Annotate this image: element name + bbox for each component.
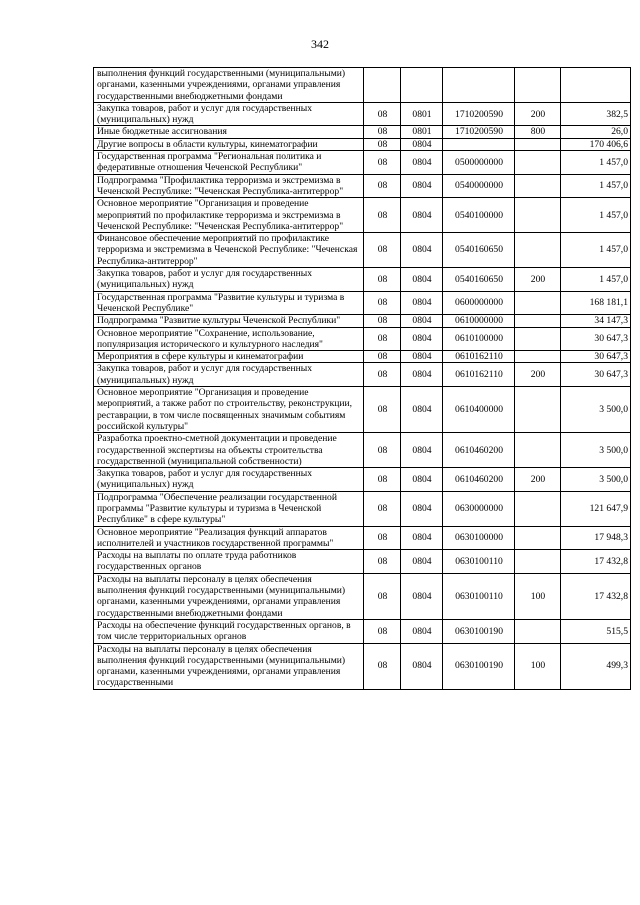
- expense-type-code-cell: 200: [515, 468, 561, 492]
- table-row: [94, 491, 631, 526]
- target-item-code-cell: 0540100000: [443, 198, 515, 233]
- table-row: [94, 291, 631, 315]
- amount-cell: 17 948,3: [561, 526, 631, 550]
- page-number: 342: [311, 37, 329, 51]
- target-item-code-cell: 0630000000: [443, 491, 515, 526]
- target-item-code-cell: 0540160650: [443, 233, 515, 268]
- expense-type-code-cell: [515, 291, 561, 315]
- subsection-code-cell: 0804: [401, 315, 443, 327]
- section-code-cell: 08: [364, 387, 401, 433]
- table-row: [94, 351, 631, 363]
- row-name-cell: Разработка проектно-сметной документации и проведение государственной экспертизы на объекты строительства государственной (муниципальной собственности): [94, 433, 364, 468]
- expense-type-code-cell: [515, 198, 561, 233]
- target-item-code-cell: [443, 68, 515, 103]
- section-code-cell: 08: [364, 327, 401, 351]
- target-item-code-cell: 0630100000: [443, 526, 515, 550]
- subsection-code-cell: 0804: [401, 491, 443, 526]
- subsection-code-cell: 0804: [401, 573, 443, 619]
- row-name-cell: Государственная программа "Развитие культуры и туризма в Чеченской Республике": [94, 291, 364, 315]
- table-row: [94, 102, 631, 126]
- table-row: [94, 68, 631, 103]
- expense-type-code-cell: 100: [515, 573, 561, 619]
- amount-cell: 3 500,0: [561, 433, 631, 468]
- table-row: [94, 468, 631, 492]
- subsection-code-cell: 0801: [401, 102, 443, 126]
- subsection-code-cell: 0804: [401, 643, 443, 689]
- expense-type-code-cell: 200: [515, 102, 561, 126]
- expense-type-code-cell: [515, 315, 561, 327]
- section-code-cell: 08: [364, 433, 401, 468]
- row-name-cell: Закупка товаров, работ и услуг для государственных (муниципальных) нужд: [94, 268, 364, 292]
- section-code-cell: 08: [364, 138, 401, 150]
- table-row: [94, 433, 631, 468]
- target-item-code-cell: 0630100190: [443, 643, 515, 689]
- target-item-code-cell: 0610400000: [443, 387, 515, 433]
- amount-cell: 30 647,3: [561, 363, 631, 387]
- target-item-code-cell: 0630100190: [443, 619, 515, 643]
- amount-cell: 499,3: [561, 643, 631, 689]
- expense-type-code-cell: 800: [515, 126, 561, 138]
- section-code-cell: 08: [364, 151, 401, 175]
- row-name-cell: Расходы на обеспечение функций государственных органов, в том числе территориальных органов: [94, 619, 364, 643]
- table-row: [94, 550, 631, 574]
- section-code-cell: 08: [364, 526, 401, 550]
- row-name-cell: Подпрограмма "Развитие культуры Чеченской Республики": [94, 315, 364, 327]
- subsection-code-cell: 0804: [401, 526, 443, 550]
- table-row: [94, 315, 631, 327]
- row-name-cell: Иные бюджетные ассигнования: [94, 126, 364, 138]
- target-item-code-cell: 0610000000: [443, 315, 515, 327]
- subsection-code-cell: 0804: [401, 550, 443, 574]
- expense-type-code-cell: [515, 387, 561, 433]
- budget-table: [93, 67, 631, 690]
- amount-cell: 1 457,0: [561, 233, 631, 268]
- subsection-code-cell: 0804: [401, 174, 443, 198]
- expense-type-code-cell: [515, 433, 561, 468]
- amount-cell: 26,0: [561, 126, 631, 138]
- subsection-code-cell: 0804: [401, 151, 443, 175]
- amount-cell: 17 432,8: [561, 573, 631, 619]
- amount-cell: 1 457,0: [561, 268, 631, 292]
- section-code-cell: [364, 68, 401, 103]
- expense-type-code-cell: 200: [515, 363, 561, 387]
- section-code-cell: 08: [364, 619, 401, 643]
- table-row: [94, 198, 631, 233]
- row-name-cell: Подпрограмма "Профилактика терроризма и экстремизма в Чеченской Республике: "Чеченская Республика-антитеррор": [94, 174, 364, 198]
- row-name-cell: Расходы на выплаты персоналу в целях обеспечения выполнения функций государственными (муниципальными) органами, казенными учреждениями, органами управления государственными внебюджетными фондами: [94, 573, 364, 619]
- table-row: [94, 619, 631, 643]
- section-code-cell: 08: [364, 643, 401, 689]
- expense-type-code-cell: [515, 174, 561, 198]
- amount-cell: 1 457,0: [561, 174, 631, 198]
- subsection-code-cell: 0804: [401, 363, 443, 387]
- row-name-cell: Закупка товаров, работ и услуг для государственных (муниципальных) нужд: [94, 468, 364, 492]
- row-name-cell: Основное мероприятие "Сохранение, использование, популяризация исторического и культурного наследия": [94, 327, 364, 351]
- expense-type-code-cell: 200: [515, 268, 561, 292]
- subsection-code-cell: 0804: [401, 619, 443, 643]
- amount-cell: 3 500,0: [561, 387, 631, 433]
- section-code-cell: 08: [364, 491, 401, 526]
- subsection-code-cell: 0804: [401, 387, 443, 433]
- target-item-code-cell: 1710200590: [443, 126, 515, 138]
- target-item-code-cell: 0540160650: [443, 268, 515, 292]
- subsection-code-cell: 0804: [401, 138, 443, 150]
- subsection-code-cell: 0804: [401, 198, 443, 233]
- row-name-cell: Другие вопросы в области культуры, кинематографии: [94, 138, 364, 150]
- section-code-cell: 08: [364, 102, 401, 126]
- subsection-code-cell: 0804: [401, 433, 443, 468]
- row-name-cell: выполнения функций государственными (муниципальными) органами, казенными учреждениями, органами управления государственными внебюджетными фондами: [94, 68, 364, 103]
- table-row: [94, 363, 631, 387]
- amount-cell: [561, 68, 631, 103]
- expense-type-code-cell: [515, 491, 561, 526]
- amount-cell: 170 406,6: [561, 138, 631, 150]
- subsection-code-cell: [401, 68, 443, 103]
- expense-type-code-cell: [515, 351, 561, 363]
- target-item-code-cell: 1710200590: [443, 102, 515, 126]
- expense-type-code-cell: [515, 327, 561, 351]
- table-row: [94, 233, 631, 268]
- target-item-code-cell: 0500000000: [443, 151, 515, 175]
- amount-cell: 515,5: [561, 619, 631, 643]
- row-name-cell: Подпрограмма "Обеспечение реализации государственной программы "Развитие культуры и туризма в Чеченской Республике" в сфере культуры": [94, 491, 364, 526]
- subsection-code-cell: 0804: [401, 468, 443, 492]
- expense-type-code-cell: [515, 526, 561, 550]
- table-row: [94, 268, 631, 292]
- section-code-cell: 08: [364, 268, 401, 292]
- section-code-cell: 08: [364, 198, 401, 233]
- row-name-cell: Основное мероприятие "Реализация функций аппаратов исполнителей и участников государственной программы": [94, 526, 364, 550]
- section-code-cell: 08: [364, 550, 401, 574]
- amount-cell: 1 457,0: [561, 151, 631, 175]
- table-row: [94, 174, 631, 198]
- row-name-cell: Мероприятия в сфере культуры и кинематографии: [94, 351, 364, 363]
- row-name-cell: Финансовое обеспечение мероприятий по профилактике терроризма и экстремизма в Чеченской Республике: "Чеченская Республика-антитеррор": [94, 233, 364, 268]
- section-code-cell: 08: [364, 126, 401, 138]
- target-item-code-cell: 0540000000: [443, 174, 515, 198]
- subsection-code-cell: 0804: [401, 351, 443, 363]
- section-code-cell: 08: [364, 468, 401, 492]
- expense-type-code-cell: [515, 68, 561, 103]
- section-code-cell: 08: [364, 351, 401, 363]
- amount-cell: 382,5: [561, 102, 631, 126]
- row-name-cell: Закупка товаров, работ и услуг для государственных (муниципальных) нужд: [94, 363, 364, 387]
- subsection-code-cell: 0804: [401, 268, 443, 292]
- row-name-cell: Расходы на выплаты персоналу в целях обеспечения выполнения функций государственными (муниципальными) органами, казенными учреждениями, органами управления государственными: [94, 643, 364, 689]
- target-item-code-cell: 0600000000: [443, 291, 515, 315]
- subsection-code-cell: 0804: [401, 327, 443, 351]
- section-code-cell: 08: [364, 233, 401, 268]
- target-item-code-cell: 0610460200: [443, 468, 515, 492]
- table-row: [94, 327, 631, 351]
- table-row: [94, 138, 631, 150]
- row-name-cell: Закупка товаров, работ и услуг для государственных (муниципальных) нужд: [94, 102, 364, 126]
- table-row: [94, 151, 631, 175]
- row-name-cell: Государственная программа "Региональная политика и федеративные отношения Чеченской Республики": [94, 151, 364, 175]
- target-item-code-cell: 0610460200: [443, 433, 515, 468]
- amount-cell: 30 647,3: [561, 327, 631, 351]
- expense-type-code-cell: [515, 550, 561, 574]
- target-item-code-cell: 0610162110: [443, 363, 515, 387]
- section-code-cell: 08: [364, 573, 401, 619]
- expense-type-code-cell: [515, 619, 561, 643]
- expense-type-code-cell: [515, 233, 561, 268]
- expense-type-code-cell: [515, 151, 561, 175]
- table-row: [94, 643, 631, 689]
- target-item-code-cell: 0610162110: [443, 351, 515, 363]
- amount-cell: 168 181,1: [561, 291, 631, 315]
- amount-cell: 34 147,3: [561, 315, 631, 327]
- expense-type-code-cell: 100: [515, 643, 561, 689]
- row-name-cell: Основное мероприятие "Организация и проведение мероприятий, а также работ по строительству, реконструкции, реставрации, в том числе посвященных значимым событиям российской культуры": [94, 387, 364, 433]
- table-row: [94, 526, 631, 550]
- amount-cell: 1 457,0: [561, 198, 631, 233]
- section-code-cell: 08: [364, 363, 401, 387]
- amount-cell: 121 647,9: [561, 491, 631, 526]
- amount-cell: 17 432,8: [561, 550, 631, 574]
- section-code-cell: 08: [364, 174, 401, 198]
- target-item-code-cell: 0630100110: [443, 573, 515, 619]
- subsection-code-cell: 0804: [401, 233, 443, 268]
- budget-table-body: [94, 68, 631, 690]
- target-item-code-cell: 0610100000: [443, 327, 515, 351]
- amount-cell: 3 500,0: [561, 468, 631, 492]
- row-name-cell: Расходы на выплаты по оплате труда работников государственных органов: [94, 550, 364, 574]
- table-row: [94, 573, 631, 619]
- section-code-cell: 08: [364, 291, 401, 315]
- row-name-cell: Основное мероприятие "Организация и проведение мероприятий по профилактике терроризма и экстремизма в Чеченской Республике: "Чеченская Республика-антитеррор": [94, 198, 364, 233]
- table-row: [94, 387, 631, 433]
- amount-cell: 30 647,3: [561, 351, 631, 363]
- subsection-code-cell: 0804: [401, 291, 443, 315]
- expense-type-code-cell: [515, 138, 561, 150]
- subsection-code-cell: 0801: [401, 126, 443, 138]
- target-item-code-cell: [443, 138, 515, 150]
- section-code-cell: 08: [364, 315, 401, 327]
- table-row: [94, 126, 631, 138]
- target-item-code-cell: 0630100110: [443, 550, 515, 574]
